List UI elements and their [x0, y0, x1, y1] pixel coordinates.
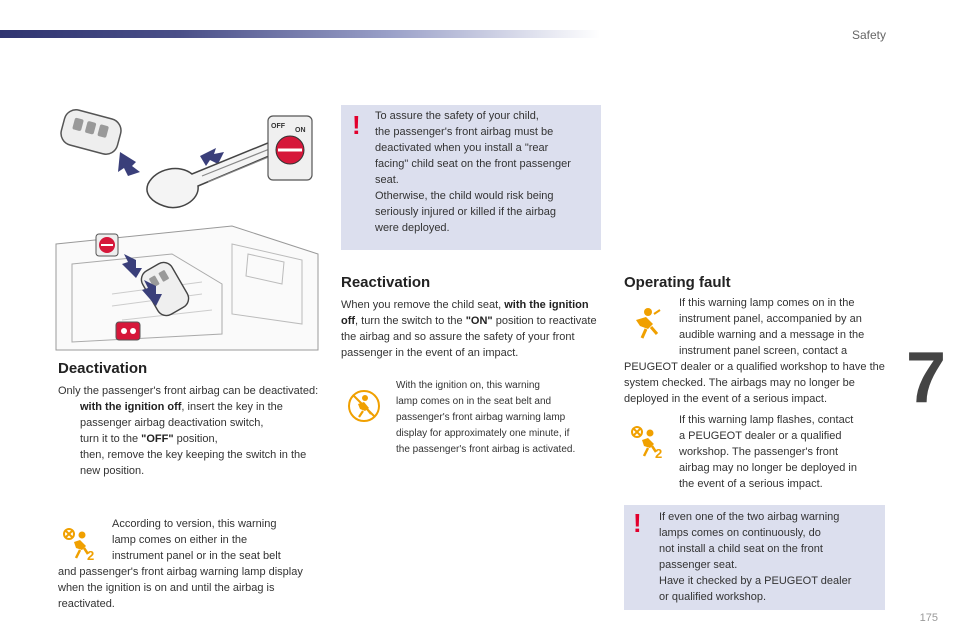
- chapter-number: 7: [905, 338, 946, 418]
- svg-text:2: 2: [655, 446, 663, 460]
- airbag-off-switch-icon: [96, 234, 118, 256]
- section-title: Safety: [851, 28, 886, 42]
- reactivation-lamp-note: With the ignition on, this warning lamp comes on in the seat belt and passenger's front airbag warning lamp display for approximately one minute, if the passenger's front airbag is activated.: [396, 380, 576, 455]
- warning-lamp-panel-icon: [116, 322, 140, 340]
- operating-fault-p1: If this warning lamp comes on in the instrument panel, accompanied by an audible warning and a message in the instrument panel screen, contact a: [679, 297, 865, 357]
- airbag-off-warning-lamp-icon: [62, 526, 98, 562]
- operating-fault-title: Operating fault: [624, 274, 731, 291]
- deactivation-lamp-note: According to version, this warning lamp comes on either in the instrument panel or in the seat belt: [112, 518, 281, 562]
- operating-fault-p2: If this warning lamp flashes, contact a PEUGEOT dealer or a qualified workshop. The passenger's front airbag may no longer be deployed in the event of a serious impact.: [679, 414, 857, 490]
- dashboard-glovebox-illustration: [52, 224, 322, 354]
- switch-on-label: ON: [295, 127, 306, 134]
- warning-exclamation-icon: !: [352, 110, 361, 140]
- svg-text:2: 2: [87, 548, 95, 562]
- reactivation-body: When you remove the child seat, with the ignition off, turn the switch to the "ON" position to reactivate the airbag and so assure the safety of your front passenger in the event of an impact.: [341, 299, 597, 359]
- deactivation-step-1: with the ignition off, insert the key in the passenger airbag deactivation switch,: [80, 401, 283, 429]
- header-gradient-bar: [0, 30, 600, 38]
- deactivation-lamp-note-cont: and passenger's front airbag warning lamp display when the ignition is on and until the airbag is reactivated.: [58, 566, 303, 610]
- operating-fault-p1-cont: PEUGEOT dealer or a qualified workshop to have the system checked. The airbags may no longer be deployed in the event of a serious impact.: [624, 361, 885, 405]
- deactivation-step-2: turn it to the "OFF" position,: [80, 433, 218, 445]
- deactivation-intro: Only the passenger's front airbag can be deactivated:: [58, 385, 319, 397]
- airbag-off-fault-lamp-icon: [630, 424, 666, 460]
- warning-text-child-seat: To assure the safety of your child, the passenger's front airbag must be deactivated when you install a "rear facing" child seat on the front passenger seat. Otherwise, the child would risk being seriously injured or killed if the airbag were deployed.: [375, 110, 571, 234]
- deactivation-body: [58, 383, 320, 479]
- deactivation-title: Deactivation: [58, 360, 148, 377]
- warning-exclamation-icon: !: [633, 508, 642, 538]
- airbag-on-warning-lamp-icon: [346, 388, 382, 424]
- reactivation-title: Reactivation: [341, 274, 431, 291]
- page-number: 175: [919, 612, 938, 624]
- key-switch-illustration: [52, 104, 322, 222]
- deactivation-step-3: then, remove the key keeping the switch in the new position.: [80, 449, 307, 477]
- deactivation-steps: [58, 399, 320, 479]
- airbag-fault-lamp-icon: [630, 306, 664, 340]
- switch-off-label: OFF: [271, 123, 285, 130]
- warning-text-fault: If even one of the two airbag warning lamps comes on continuously, do not install a child seat on the front passenger seat. Have it checked by a PEUGEOT dealer or qualified workshop.: [659, 511, 852, 603]
